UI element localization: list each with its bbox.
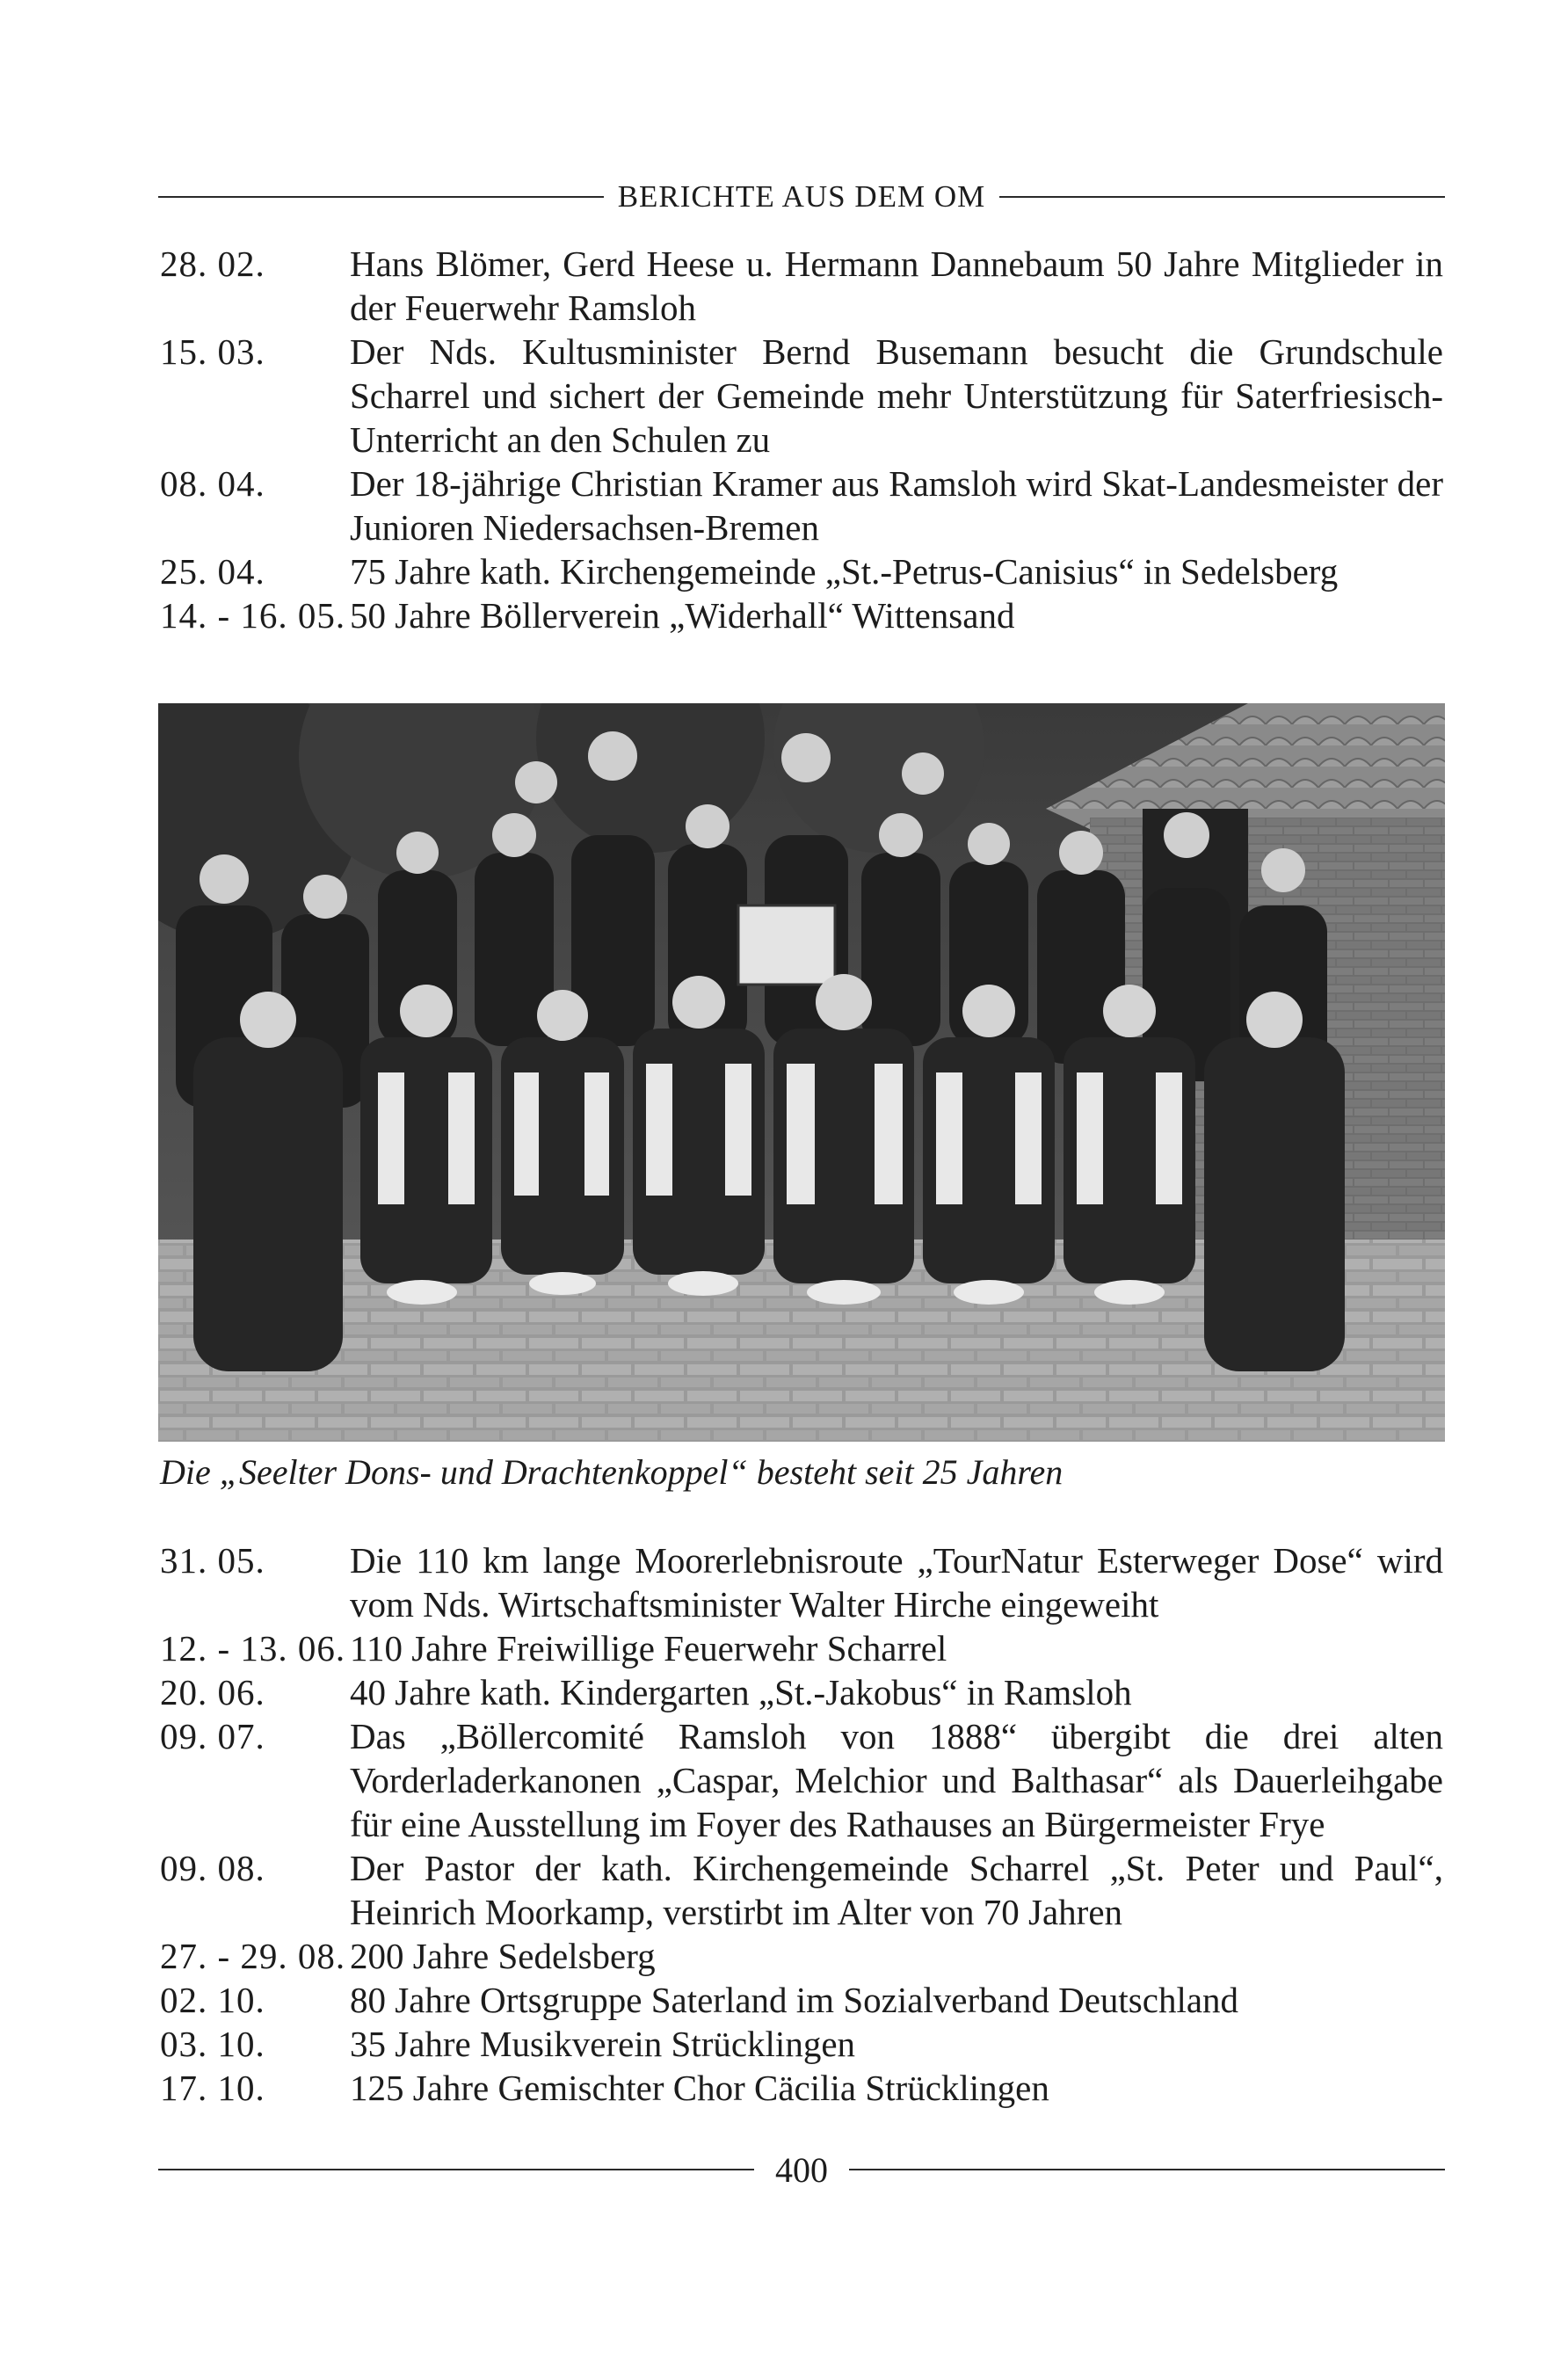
entry-text: 50 Jahre Böllerverein „Widerhall“ Wittensand: [350, 595, 1015, 636]
entry-date: 12. - 13. 06.: [160, 1628, 346, 1668]
entry-date: 09. 08.: [160, 1848, 265, 1888]
entry-text: 80 Jahre Ortsgruppe Saterland im Sozialverband Deutschland: [350, 1980, 1239, 2020]
page-footer: [158, 2147, 1445, 2192]
entry-date: 15. 03.: [160, 331, 265, 372]
chronicle-entry: [160, 462, 1443, 549]
entry-date: 28. 02.: [160, 244, 265, 284]
footer-rule-left: [158, 2169, 754, 2170]
entry-date: 03. 10.: [160, 2024, 265, 2064]
entry-date: 20. 06.: [160, 1672, 265, 1712]
entry-date: 17. 10.: [160, 2068, 265, 2108]
entry-date: 25. 04.: [160, 551, 265, 592]
chronicle-entry: [160, 1538, 1443, 1626]
entry-date: 27. - 29. 08.: [160, 1936, 346, 1976]
entry-text: 110 Jahre Freiwillige Feuerwehr Scharrel: [350, 1628, 947, 1668]
header-rule-right: [999, 196, 1445, 198]
entry-date: 14. - 16. 05.: [160, 595, 346, 636]
entry-text: Der Nds. Kultusminister Bernd Busemann besucht die Grundschule Scharrel und sichert der Gemeinde mehr Unterstützung für Saterfriesisch-Unterricht an den Schulen zu: [350, 331, 1443, 460]
entry-date: 08. 04.: [160, 463, 265, 504]
chronicle-entry: [160, 2022, 1443, 2066]
entry-text: Hans Blömer, Gerd Heese u. Hermann Dannebaum 50 Jahre Mitglieder in der Feuerwehr Ramsloh: [350, 244, 1443, 328]
chronicle-entry: [160, 1978, 1443, 2022]
photo-caption: Die „Seelter Dons- und Drachtenkoppel“ besteht seit 25 Jahren: [160, 1452, 1063, 1492]
chronicle-entry: [160, 330, 1443, 462]
entry-date: 09. 07.: [160, 1716, 265, 1756]
entry-text: 75 Jahre kath. Kirchengemeinde „St.-Petrus-Canisius“ in Sedelsberg: [350, 551, 1339, 592]
chronicle-list-bottom: [160, 1538, 1443, 2110]
entry-text: Der Pastor der kath. Kirchengemeinde Scharrel „St. Peter und Paul“, Heinrich Moorkamp, verstirbt im Alter von 70 Jahren: [350, 1848, 1443, 1932]
entry-text: 35 Jahre Musikverein Strücklingen: [350, 2024, 856, 2064]
chronicle-entry: [160, 242, 1443, 330]
chronicle-entry: [160, 593, 1443, 637]
entry-text: 200 Jahre Sedelsberg: [350, 1936, 656, 1976]
chronicle-entry: [160, 1626, 1443, 1670]
chronicle-list-top: [160, 242, 1443, 637]
chronicle-entry: [160, 1846, 1443, 1934]
chronicle-entry: [160, 549, 1443, 593]
chronicle-entry: [160, 2066, 1443, 2110]
running-header: [158, 174, 1445, 220]
chronicle-entry: [160, 1934, 1443, 1978]
page-number: 400: [775, 2149, 828, 2190]
footer-rule-right: [849, 2169, 1445, 2170]
entry-text: 40 Jahre kath. Kindergarten „St.-Jakobus“ in Ramsloh: [350, 1672, 1132, 1712]
entry-text: Der 18-jährige Christian Kramer aus Ramsloh wird Skat-Landesmeister der Junioren Niedersachsen-Bremen: [350, 463, 1443, 548]
chronicle-entry: [160, 1670, 1443, 1714]
entry-text: Die 110 km lange Moorerlebnisroute „TourNatur Esterweger Dose“ wird vom Nds. Wirtschaftsminister Walter Hirche eingeweiht: [350, 1540, 1443, 1625]
header-rule-left: [158, 196, 604, 198]
entry-text: Das „Böllercomité Ramsloh von 1888“ übergibt die drei alten Vorderladerkanonen „Caspar, Melchior und Balthasar“ als Dauerleihgabe für eine Ausstellung im Foyer des Rathauses an Bürgermeister Frye: [350, 1716, 1443, 1844]
entry-date: 02. 10.: [160, 1980, 265, 2020]
entry-text: 125 Jahre Gemischter Chor Cäcilia Strücklingen: [350, 2068, 1049, 2108]
chronicle-entry: [160, 1714, 1443, 1846]
entry-date: 31. 05.: [160, 1540, 265, 1581]
header-title: BERICHTE AUS DEM OM: [617, 179, 986, 214]
group-photo-illustration: [158, 703, 1445, 1442]
group-photo: [158, 703, 1445, 1442]
